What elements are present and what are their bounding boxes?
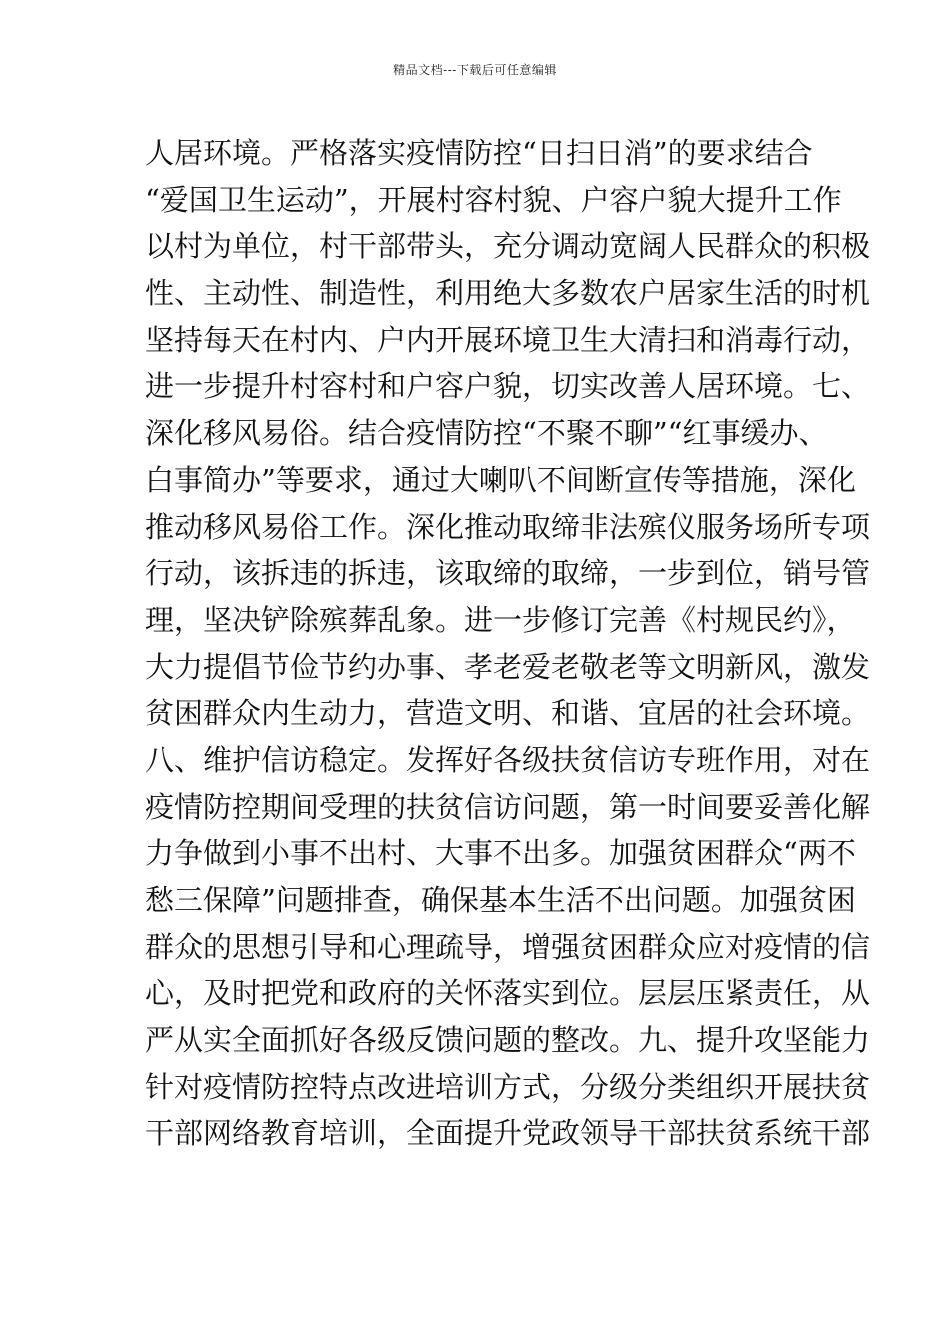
text-line-16: 力争做到小事不出村、大事不出多。加强贫困群众“两不 <box>145 836 856 871</box>
text-line-21: 针对疫情防控特点改进培训方式，分级分类组织开展扶贫 <box>145 1069 871 1104</box>
text-line-14: 八、维护信访稳定。发挥好各级扶贫信访专班作用，对在 <box>145 742 871 777</box>
text-line-10: 行动，该拆违的拆违，该取缔的取缔，一步到位，销号管 <box>145 556 871 591</box>
text-line-5: 坚持每天在村内、户内开展环境卫生大清扫和消毒行动， <box>145 322 871 357</box>
text-line-19: 心，及时把党和政府的关怀落实到位。层层压紧责任，从 <box>145 976 871 1011</box>
text-line-2: “爱国卫生运动”，开展村容村貌、户容户貌大提升工作 <box>145 182 842 217</box>
text-line-9: 推动移风易俗工作。深化推动取缔非法殡仪服务场所专项 <box>145 509 871 544</box>
text-line-22: 干部网络教育培训，全面提升党政领导干部扶贫系统干部 <box>145 1116 871 1151</box>
page-header: 精品文档---下载后可任意编辑 <box>393 63 557 77</box>
text-line-18: 群众的思想引导和心理疏导，增强贫困群众应对疫情的信 <box>145 929 871 964</box>
text-line-3: 以村为单位，村干部带头，充分调动宽阔人民群众的积极 <box>145 229 871 264</box>
text-line-12: 大力提倡节俭节约办事、孝老爱老敬老等文明新风，激发 <box>145 649 871 684</box>
text-line-8: 白事简办”等要求，通过大喇叭不间断宣传等措施，深化 <box>145 462 856 497</box>
text-line-11: 理，坚决铲除殡葬乱象。进一步修订完善《村规民约》， <box>145 602 856 637</box>
text-line-20: 严从实全面抓好各级反馈问题的整改。九、提升攻坚能力 <box>145 1023 871 1058</box>
text-line-13: 贫困群众内生动力，营造文明、和谐、宜居的社会环境。 <box>145 696 871 731</box>
text-line-4: 性、主动性、制造性，利用绝大多数农户居家生活的时机 <box>145 276 871 311</box>
text-line-7: 深化移风易俗。结合疫情防控“不聚不聊”“红事缓办、 <box>145 416 828 451</box>
text-line-15: 疫情防控期间受理的扶贫信访问题，第一时间要妥善化解 <box>145 789 871 824</box>
body-text <box>145 130 871 1157</box>
text-line-6: 进一步提升村容村和户容户貌，切实改善人居环境。七、 <box>145 369 871 404</box>
text-line-1: 人居环境。严格落实疫情防控“日扫日消”的要求结合 <box>145 136 813 170</box>
text-line-17: 愁三保障”问题排查，确保基本生活不出问题。加强贫困 <box>145 883 856 917</box>
